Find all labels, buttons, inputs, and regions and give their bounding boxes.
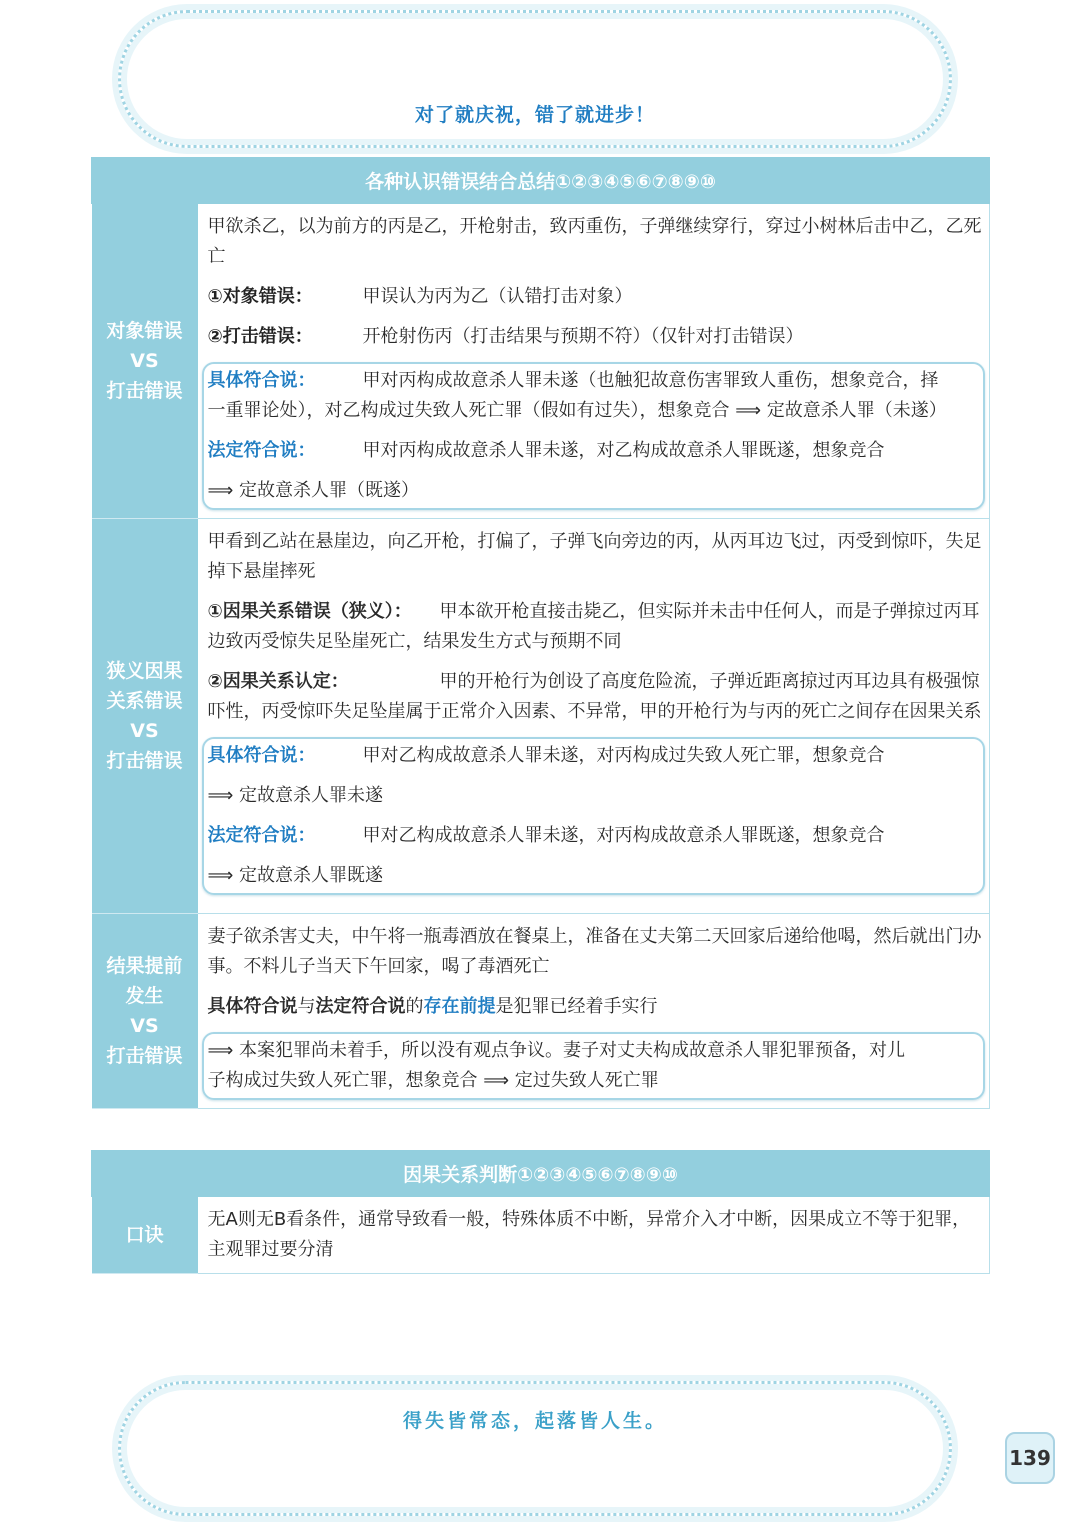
specific-theory-text: 甲对乙构成故意杀人罪未遂，对丙构成过失致人死亡罪，想象竞合 [362, 745, 885, 766]
row-label-line: 发生 [125, 985, 164, 1007]
premise-part: 具体符合说 [207, 996, 298, 1017]
row-label [92, 914, 198, 1109]
point-label: ②因果关系认定： [207, 671, 349, 692]
specific-theory-label: 具体符合说： [207, 745, 316, 766]
legal-theory-label: 法定符合说： [207, 440, 316, 461]
row-content [198, 519, 990, 914]
point-label: ①因果关系错误（狭义）： [207, 601, 412, 622]
case-text: 妻子欲杀害丈夫，中午将一瓶毒酒放在餐桌上，准备在丈夫第二天回家后递给他喝，然后就出门办事。不料儿子当天下午回家，喝了毒酒死亡 [207, 926, 982, 977]
premise-part: 法定符合说 [315, 996, 406, 1017]
theory-box [202, 737, 986, 895]
row-label-line: 关系错误 [106, 690, 183, 712]
row-label-line: 结果提前 [106, 955, 183, 977]
legal-theory-line2: ⟹ 定故意杀人罪既遂 [207, 865, 384, 886]
point-label: ②打击错误： [207, 326, 313, 347]
footer-motto: 得失皆常态，起落皆人生。 [402, 1410, 667, 1432]
causation-table [91, 1150, 990, 1274]
row-content [198, 914, 990, 1109]
point-1 [208, 597, 984, 657]
table-row [92, 1197, 990, 1274]
header-motto: 对了就庆祝，错了就进步！ [414, 104, 655, 126]
premise-part: 与 [297, 996, 316, 1017]
causation-table-title: 因果关系判断①②③④⑤⑥⑦⑧⑨⑩ [92, 1151, 990, 1197]
specific-theory-line2: 一重罪论处），对乙构成过失致人死亡罪（假如有过失），想象竞合 ⟹ 定故意杀人罪（未遂） [207, 400, 947, 421]
table-row [92, 519, 990, 914]
specific-theory-line2: ⟹ 定故意杀人罪未遂 [207, 785, 384, 806]
point-1 [208, 282, 984, 312]
header-frame [118, 10, 952, 148]
legal-theory-label: 法定符合说： [207, 825, 316, 846]
summary-table-title: 各种认识错误结合总结①②③④⑤⑥⑦⑧⑨⑩ [92, 158, 990, 204]
footer-frame [118, 1381, 952, 1516]
legal-theory-text: 甲对丙构成故意杀人罪未遂，对乙构成故意杀人罪既遂，想象竞合 [362, 440, 885, 461]
legal-theory-line2: ⟹ 定故意杀人罪（既遂） [207, 480, 420, 501]
legal-theory-line1 [208, 821, 980, 851]
page-number-badge: 139 [1005, 1432, 1055, 1484]
row-label-line: VS [130, 720, 159, 742]
row-label [92, 519, 198, 914]
conclusion-line1: ⟹ 本案犯罪尚未着手，所以没有观点争议。妻子对丈夫构成故意杀人罪犯罪预备，对儿 [207, 1040, 906, 1061]
specific-theory-line1 [208, 366, 980, 396]
point-2 [208, 667, 984, 727]
specific-theory-line1 [208, 741, 980, 771]
legal-theory-line1 [208, 436, 980, 466]
case-text: 甲欲杀乙，以为前方的丙是乙，开枪射击，致丙重伤，子弹继续穿行，穿过小树林后击中乙，乙死亡 [207, 216, 982, 267]
point-2 [208, 322, 984, 352]
theory-box [202, 362, 986, 510]
mnemonic-text: 无A则无B看条件，通常导致看一般，特殊体质不中断，异常介入才中断，因果成立不等于犯罪，主观罪过要分清 [198, 1197, 990, 1274]
row-label-line: 打击错误 [106, 1045, 183, 1067]
row-label: 口诀 [92, 1197, 198, 1274]
table-row [92, 204, 990, 519]
premise-highlight: 存在前提 [423, 996, 496, 1017]
point-text: 甲本欲开枪直接击毙乙，但实际并未击中任何人，而是子弹掠过丙耳边致丙受惊失足坠崖死亡，结果发生方式与预期不同 [207, 601, 980, 652]
row-content [198, 204, 990, 519]
premise-part: 的 [405, 996, 424, 1017]
row-label [92, 204, 198, 519]
legal-theory-text: 甲对乙构成故意杀人罪未遂，对丙构成故意杀人罪既遂，想象竞合 [362, 825, 885, 846]
specific-theory-label: 具体符合说： [207, 370, 316, 391]
point-label: ①对象错误： [207, 286, 313, 307]
premise-part: 是犯罪已经着手实行 [495, 996, 658, 1017]
point-text: 甲的开枪行为创设了高度危险流，子弹近距离掠过丙耳边具有极强惊吓性，丙受惊吓失足坠崖属于正常介入因素、不异常，甲的开枪行为与丙的死亡之间存在因果关系 [207, 671, 982, 722]
row-label-line: 打击错误 [106, 380, 183, 402]
point-text: 甲误认为丙为乙（认错打击对象） [362, 286, 633, 307]
conclusion-box [202, 1032, 986, 1100]
row-label-line: VS [130, 1015, 159, 1037]
row-label-line: 对象错误 [106, 320, 183, 342]
specific-theory-text: 甲对丙构成故意杀人罪未遂（也触犯故意伤害罪致人重伤，想象竞合，择 [362, 370, 939, 391]
row-label-line: 狭义因果 [106, 660, 183, 682]
row-label-line: 打击错误 [106, 750, 183, 772]
table-row [92, 914, 990, 1109]
point-text: 开枪射伤丙（打击结果与预期不符）（仅针对打击错误） [362, 326, 804, 347]
case-text: 甲看到乙站在悬崖边，向乙开枪，打偏了，子弹飞向旁边的丙，从丙耳边飞过，丙受到惊吓，失足掉下悬崖摔死 [207, 531, 982, 582]
row-label-line: VS [130, 350, 159, 372]
premise-line [208, 992, 984, 1022]
conclusion-line2: 子构成过失致人死亡罪，想象竞合 ⟹ 定过失致人死亡罪 [207, 1070, 659, 1091]
summary-table [91, 157, 990, 1109]
